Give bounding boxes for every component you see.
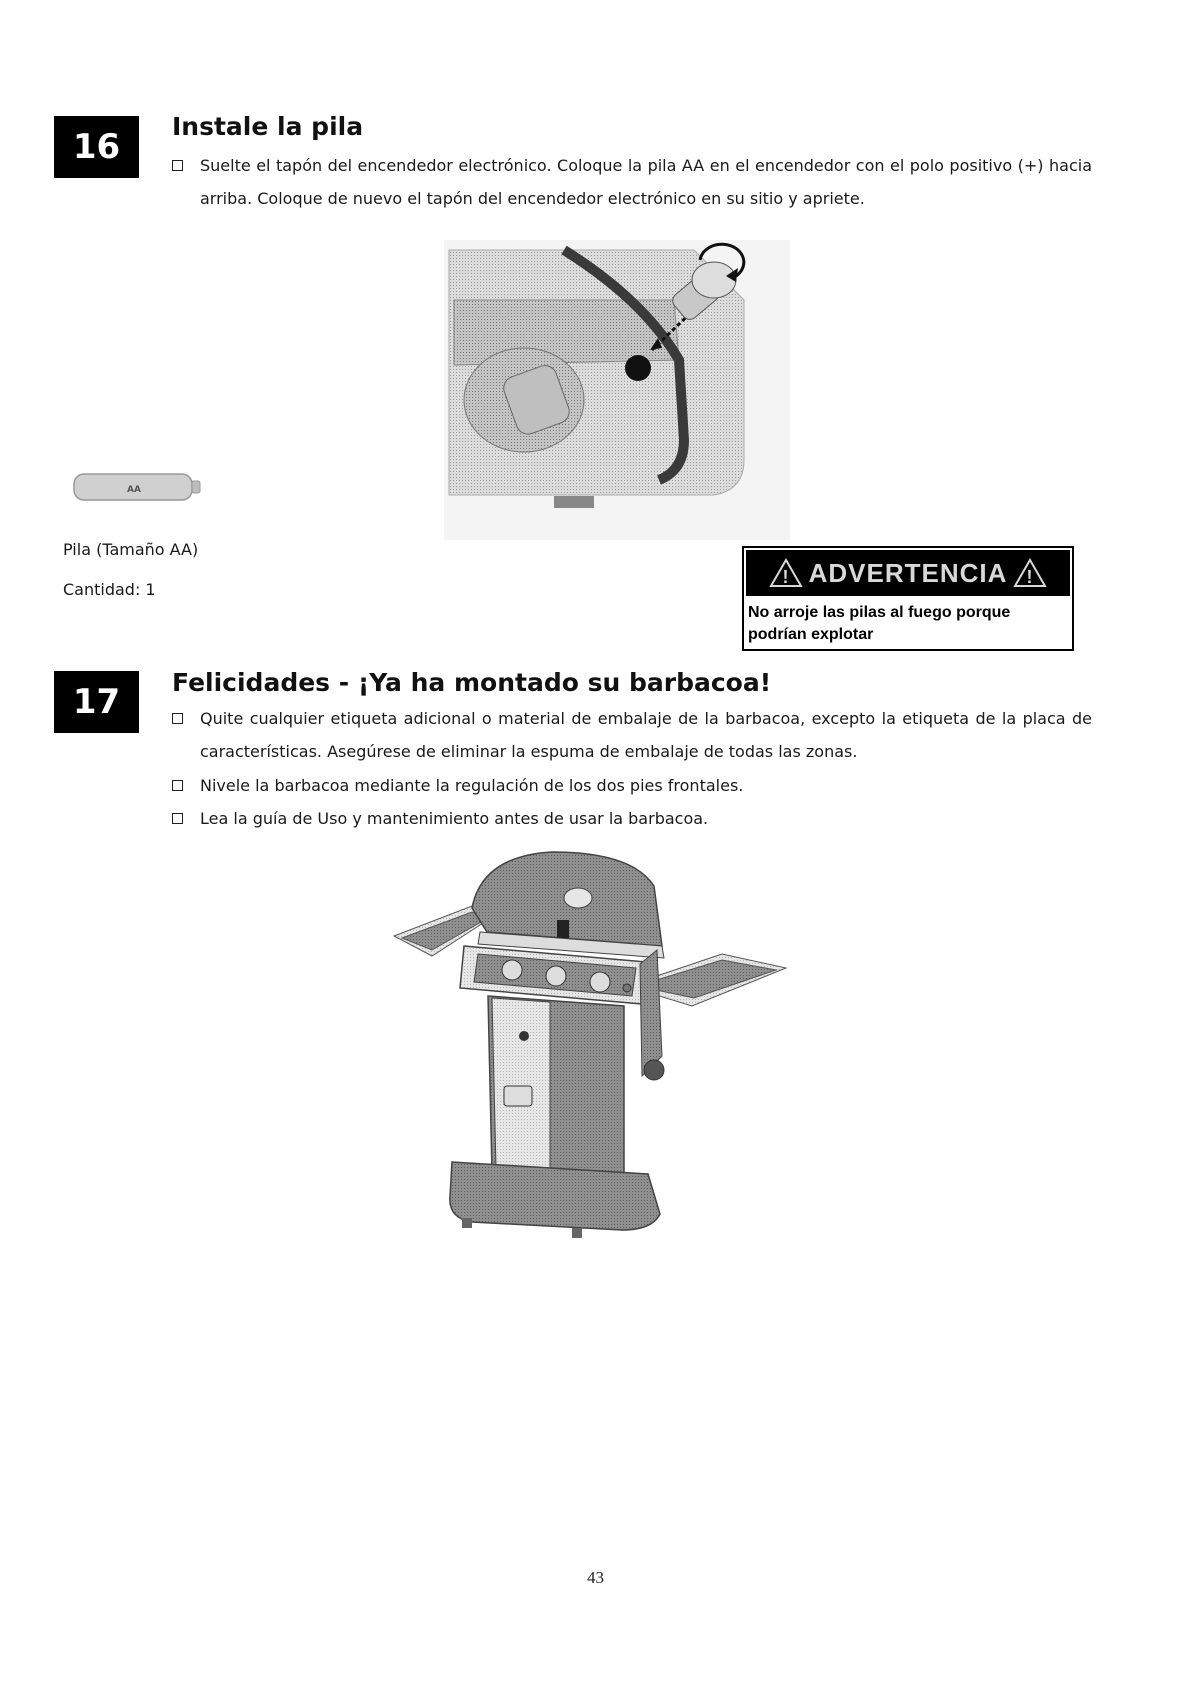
warning-triangle-icon (769, 558, 803, 588)
checkbox-icon (172, 813, 183, 824)
step-17-instruction (172, 802, 1092, 835)
battery-label: AA (127, 485, 141, 495)
warning-title: ADVERTENCIA (808, 557, 1008, 588)
instruction-text: Nivele la barbacoa mediante la regulación de los dos pies frontales. (200, 776, 744, 795)
step-16-instruction (172, 149, 1092, 215)
battery-illustration (66, 466, 206, 510)
battery-quantity: Cantidad: 1 (63, 580, 156, 599)
checkbox-icon (172, 713, 183, 724)
warning-text: No arroje las pilas al fuego porque podrían explotar (748, 604, 1011, 643)
step-17-badge: 17 (54, 671, 139, 733)
page-number: 43 (587, 1568, 604, 1587)
instruction-text: Lea la guía de Uso y mantenimiento antes de usar la barbacoa. (200, 809, 709, 828)
warning-box (742, 546, 1074, 651)
checkbox-icon (172, 780, 183, 791)
battery-caption: Pila (Tamaño AA) (63, 540, 199, 559)
step-17-title: Felicidades - ¡Ya ha montado su barbacoa! (172, 668, 772, 697)
step-16-title: Instale la pila (172, 112, 364, 141)
step-17-instruction (172, 702, 1092, 768)
warning-triangle-icon (1013, 558, 1047, 588)
checkbox-icon (172, 160, 183, 171)
warning-header (746, 550, 1070, 596)
instruction-text: Quite cualquier etiqueta adicional o material de embalaje de la barbacoa, excepto la etiqueta de la placa de características. Asegúrese de eliminar la espuma de embalaje de todas las zonas. (200, 709, 1092, 761)
instruction-text: Suelte el tapón del encendedor electrónico. Coloque la pila AA en el encendedor con el polo positivo (+) hacia arriba. Coloque de nuevo el tapón del encendedor electrónico en su sitio y apriete. (200, 156, 1092, 208)
step-17-instruction (172, 769, 1092, 802)
svg-text:!: ! (782, 567, 790, 587)
svg-text:!: ! (1026, 567, 1034, 587)
assembled-grill-illustration (392, 846, 792, 1246)
step-16-badge: 16 (54, 116, 139, 178)
igniter-installation-illustration (444, 240, 790, 540)
